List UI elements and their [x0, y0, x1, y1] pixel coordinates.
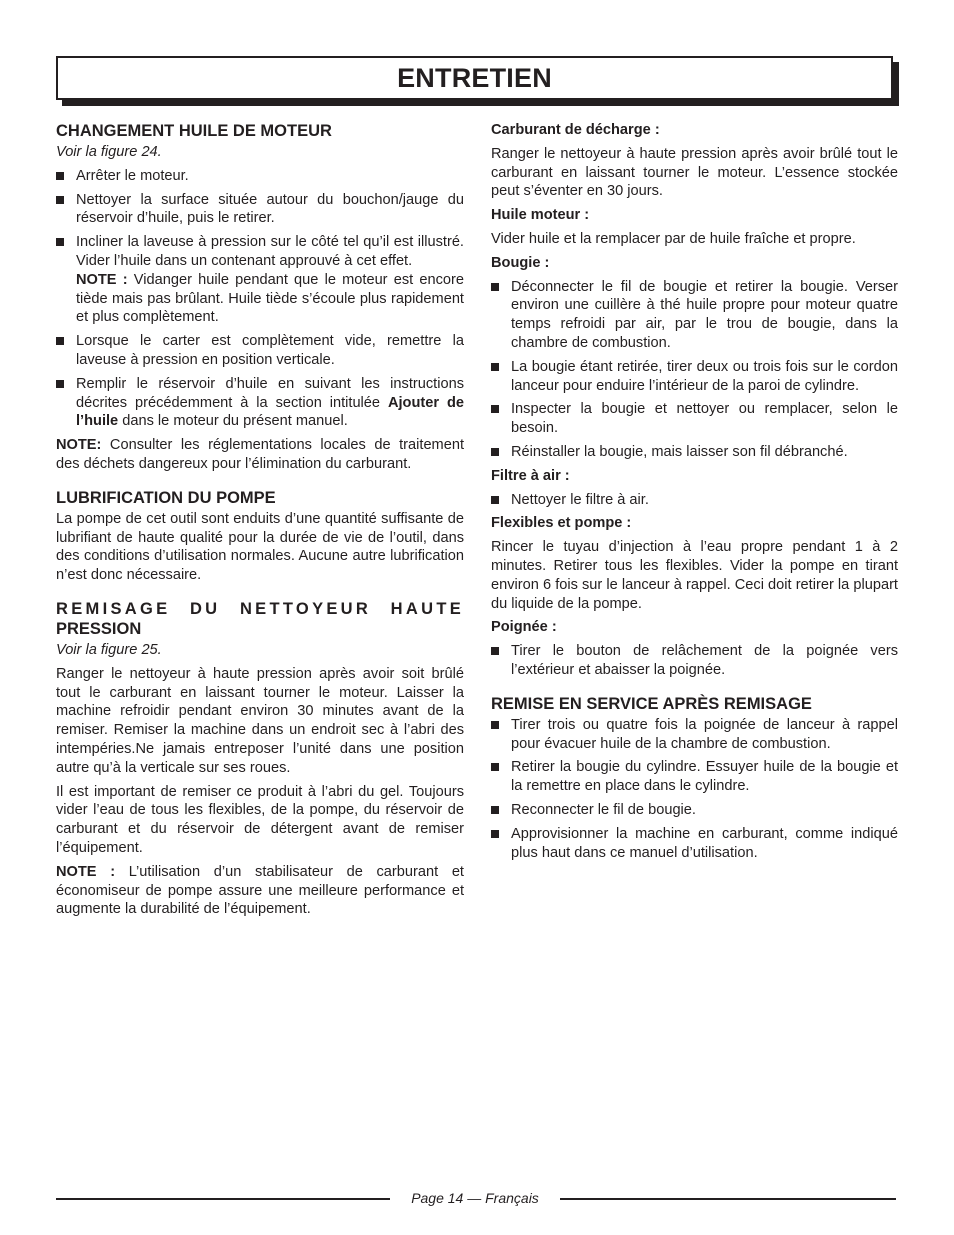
bullet-icon: [56, 380, 64, 388]
handle-steps: [491, 642, 898, 680]
page-title-box: [56, 56, 893, 100]
list-item: Incliner la laveuse à pression sur le côté tel qu’il est illustré. Vider l’huile dans un contenant approuvé à cet effet. NOTE : Vidanger huile pendant que le moteur est encore tiède mais pas brûlant. Huile tiède s’écoule plus rapidement et plus complètement.: [56, 233, 464, 327]
list-item: Arrêter le moteur.: [56, 167, 464, 186]
return-to-service-steps: [491, 716, 898, 863]
section-heading-oil-change: CHANGEMENT HUILE DE MOTEUR: [56, 122, 332, 140]
subheading-hoses-pump: Flexibles et pompe :: [491, 515, 632, 532]
section-heading-pump-lubrication: LUBRIFICATION DU POMPE: [56, 488, 276, 507]
page-footer: [56, 1188, 896, 1208]
oil-change-steps: [56, 167, 464, 431]
page-number: Page 14 — Français: [411, 1190, 539, 1206]
bullet-icon: [491, 647, 499, 655]
fuel-text: Ranger le nettoyeur à haute pression après avoir brûlé tout le carburant en laissant tourner le moteur. L’essence stockée peut s’éventer en 30 jours.: [491, 145, 898, 200]
subheading-air-filter: Filtre à air :: [491, 467, 570, 484]
spark-plug-steps: [491, 278, 898, 462]
bullet-icon: [491, 806, 499, 814]
bullet-icon: [491, 363, 499, 371]
list-item: Remplir le réservoir d’huile en suivant les instructions décrites précédemment à la section intitulée Ajouter de l’huile dans le moteur du présent manuel.: [56, 375, 464, 431]
hoses-pump-text: Rincer le tuyau d’injection à l’eau propre pendant 1 à 2 minutes. Retirer tous les flexibles. Vider la pompe en tirant environ 6 fois sur le lanceur à rappel. Ceci doit retirer la plupart du liquide de la pompe.: [491, 539, 898, 612]
bullet-icon: [491, 448, 499, 456]
note-label: NOTE :: [76, 271, 128, 288]
list-item: La bougie étant retirée, tirer deux ou trois fois sur le cordon lanceur pour enduire l’intérieur de la paroi de cylindre.: [491, 358, 898, 396]
note-paragraph: NOTE : L’utilisation d’un stabilisateur de carburant et économiseur de pompe assure une meilleure performance et augmente la durabilité de l’équipement.: [56, 863, 464, 918]
bullet-icon: [56, 337, 64, 345]
section-heading-return-to-service: REMISE EN SERVICE APRÈS REMISAGE: [491, 694, 812, 713]
bullet-icon: [56, 238, 64, 246]
footer-rule-left: [56, 1198, 390, 1200]
subheading-handle: Poignée :: [491, 619, 557, 636]
section-heading-storage: REMISAGE DU NETTOYEUR HAUTE PRESSION: [56, 599, 464, 638]
bullet-icon: [491, 283, 499, 291]
air-filter-steps: [491, 491, 898, 510]
pump-lubrication-text: La pompe de cet outil sont enduits d’une quantité suffisante de lubrifiant de haute qualité pour la durée de vie de l’outil, dans des conditions d’utilisation normales. Aucune autre lubrification n’est donc nécessaire.: [56, 510, 464, 584]
list-item: Déconnecter le fil de bougie et retirer la bougie. Verser environ une cuillère à thé huile propre pour moteur quatre temps refroidi par air, par le trou de bougie, dans la chambre de combustion.: [491, 278, 898, 353]
list-item: Réinstaller la bougie, mais laisser son fil débranché.: [491, 443, 898, 462]
list-item: Approvisionner la machine en carburant, comme indiqué plus haut dans ce manuel d’utilisation.: [491, 825, 898, 863]
bullet-icon: [56, 196, 64, 204]
list-item: Tirer trois ou quatre fois la poignée de lanceur à rappel pour évacuer huile de la chambre de combustion.: [491, 716, 898, 754]
figure-reference: Voir la figure 25.: [56, 641, 162, 658]
subheading-fuel: Carburant de décharge :: [491, 122, 660, 138]
list-item: Retirer la bougie du cylindre. Essuyer huile de la bougie et la remettre en place dans le cylindre.: [491, 758, 898, 796]
right-column: [491, 121, 898, 867]
subheading-spark-plug: Bougie :: [491, 254, 550, 271]
storage-text-2: Il est important de remiser ce produit à l’abri du gel. Toujours vider l’eau de tous les flexibles, de la pompe, du réservoir de carburant et du réservoir de détergent avant de remiser l’équipement.: [56, 783, 464, 856]
subheading-engine-oil: Huile moteur :: [491, 207, 590, 224]
left-column: [56, 121, 464, 924]
figure-reference: Voir la figure 24.: [56, 144, 162, 160]
note-paragraph: NOTE: Consulter les réglementations locales de traitement des déchets dangereux pour l’élimination du carburant.: [56, 437, 464, 472]
list-item: Nettoyer le filtre à air.: [491, 491, 898, 510]
bullet-icon: [491, 830, 499, 838]
storage-text-1: Ranger le nettoyeur à haute pression après avoir soit brûlé tout le carburant en laissant tourner le moteur. Laisser la machine refroidir pendant environ 30 minutes avant de la remiser. Remiser la machine dans un endroit sec à l’abri des intempéries.Ne jamais entreposer l’unité dans une position autre qu’à la verticale sur ses roues.: [56, 665, 464, 776]
bullet-icon: [56, 172, 64, 180]
engine-oil-text: Vider huile et la remplacer par de huile fraîche et propre.: [491, 230, 856, 247]
bullet-icon: [491, 721, 499, 729]
list-item: Nettoyer la surface située autour du bouchon/jauge du réservoir d’huile, puis le retirer.: [56, 191, 464, 229]
list-item: Lorsque le carter est complètement vide, remettre la laveuse à pression en position verticale.: [56, 332, 464, 370]
bullet-icon: [491, 496, 499, 504]
list-item: Tirer le bouton de relâchement de la poignée vers l’extérieur et abaisser la poignée.: [491, 642, 898, 680]
bullet-icon: [491, 763, 499, 771]
list-item: Reconnecter le fil de bougie.: [491, 801, 898, 820]
footer-rule-right: [560, 1198, 896, 1200]
list-item: Inspecter la bougie et nettoyer ou remplacer, selon le besoin.: [491, 400, 898, 438]
page-title: ENTRETIEN: [397, 62, 552, 93]
bullet-icon: [491, 405, 499, 413]
